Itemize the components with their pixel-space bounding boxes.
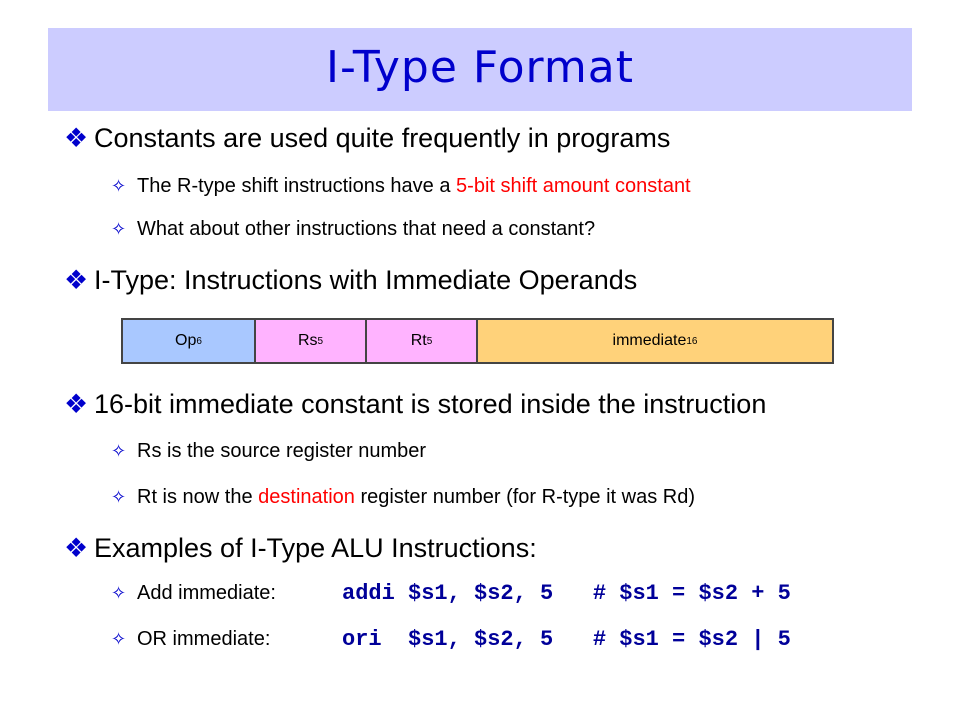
star-bullet-icon: ✧ [111, 176, 127, 196]
sub-bullet-text: The R-type shift instructions have a [137, 175, 457, 197]
sub-bullet-text: What about other instructions that need a constant? [137, 218, 596, 240]
field-op [123, 320, 256, 362]
field-name: immediate [612, 332, 687, 349]
field-bits: 6 [196, 335, 202, 347]
bullet-constants [64, 123, 670, 154]
star-bullet-icon: ✧ [111, 629, 127, 649]
instruction-format-diagram [121, 318, 834, 364]
sub-bullet-addi [111, 581, 791, 606]
star-bullet-icon: ✧ [111, 487, 127, 507]
sub-bullet-text: Rt is now the [137, 486, 259, 508]
star-bullet-icon: ✧ [111, 583, 127, 603]
field-immediate [478, 320, 832, 362]
diamond-bullet-icon: ❖ [64, 123, 89, 153]
bullet-itype [64, 265, 637, 296]
diamond-bullet-icon: ❖ [64, 265, 89, 295]
field-name: Rt [410, 332, 427, 349]
example-label: Add immediate: [137, 582, 276, 604]
bullet-text: Examples of I-Type ALU Instructions: [94, 533, 537, 563]
slide-title: I-Type Format [326, 42, 634, 93]
bullet-text: 16-bit immediate constant is stored inside the instruction [94, 389, 767, 419]
sub-bullet-rtype-shift [111, 175, 691, 198]
bullet-16bit-immediate [64, 389, 766, 420]
bullet-examples [64, 533, 537, 564]
field-bits: 16 [686, 335, 698, 347]
field-rt [367, 320, 478, 362]
code-ori: ori $s1, $s2, 5 # $s1 = $s2 | 5 [342, 627, 791, 652]
highlight-text: 5-bit shift amount constant [456, 175, 691, 197]
diamond-bullet-icon: ❖ [64, 533, 89, 563]
field-rs [256, 320, 367, 362]
code-addi: addi $s1, $s2, 5 # $s1 = $s2 + 5 [342, 581, 791, 606]
field-name: Rs [297, 332, 318, 349]
field-name: Op [175, 332, 197, 349]
sub-bullet-rs [111, 440, 426, 463]
star-bullet-icon: ✧ [111, 441, 127, 461]
sub-bullet-other-instructions [111, 218, 595, 241]
sub-bullet-text-post: register number (for R-type it was Rd) [354, 486, 696, 508]
sub-bullet-text: Rs is the source register number [137, 440, 427, 462]
highlight-text: destination [258, 486, 355, 508]
title-bar [48, 28, 912, 111]
star-bullet-icon: ✧ [111, 219, 127, 239]
sub-bullet-ori [111, 627, 791, 652]
field-bits: 5 [426, 335, 433, 347]
bullet-text: Constants are used quite frequently in programs [94, 123, 671, 153]
bullet-text: I-Type: Instructions with Immediate Operands [94, 265, 638, 295]
sub-bullet-rt [111, 486, 695, 509]
example-label: OR immediate: [137, 628, 271, 650]
diamond-bullet-icon: ❖ [64, 389, 89, 419]
field-bits: 5 [317, 335, 324, 347]
